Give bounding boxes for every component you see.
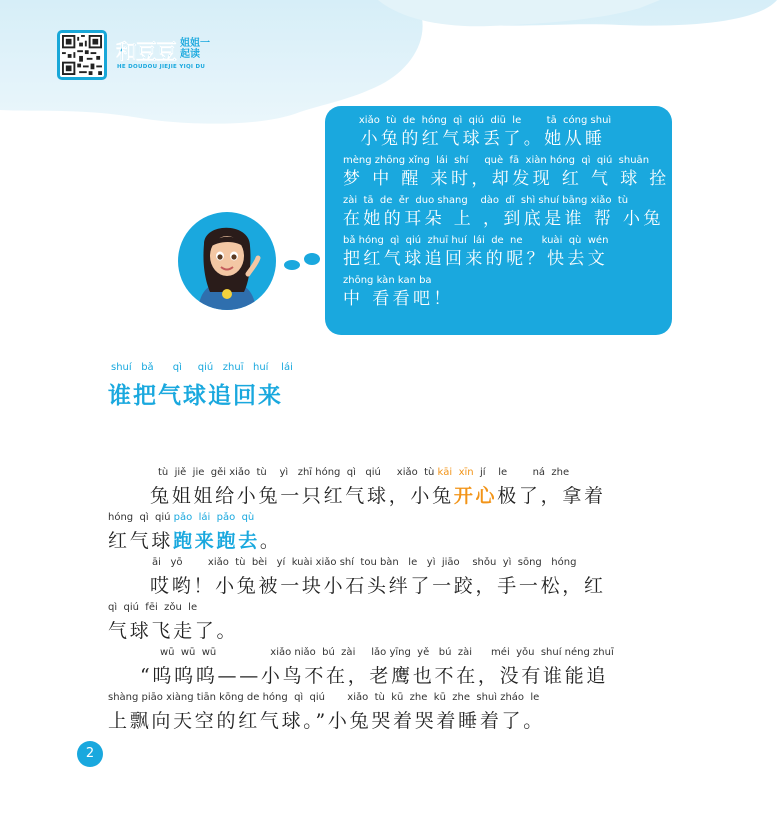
speech-text-block xyxy=(343,114,670,314)
story-body xyxy=(108,467,678,737)
story-line xyxy=(108,557,678,602)
girl-avatar-illustration xyxy=(178,212,276,310)
story-text-line: “呜呜呜——小鸟不在，老鹰也不在，没有谁能追 xyxy=(140,665,609,687)
qr-code[interactable] xyxy=(57,30,107,80)
story-text-line: 红气球跑来跑去。 xyxy=(108,530,282,552)
highlight-word: 开心 xyxy=(453,485,498,507)
story-pinyin-line: āi yō xiǎo tù bèi yí kuài xiǎo shí tou bàn le yì jiāo shǒu yì sōng hóng xyxy=(152,557,577,568)
story-text-line: 气球飞走了。 xyxy=(108,620,239,642)
logo-pinyin: HE DOUDOU JIEJIE YIQI DU xyxy=(117,64,206,70)
story-text-line: 哎哟！小兔被一块小石头绊了一跤，手一松，红 xyxy=(150,575,606,597)
story-pinyin-line: tù jiě jie gěi xiǎo tù yì zhī hóng qì qiú xiǎo tù kāi xīn jí le ná zhe xyxy=(158,467,570,478)
speech-text-line: 梦 中 醒 来时，却发现 红 气 球 拴 xyxy=(343,169,670,189)
highlight-word: 跑来跑去 xyxy=(173,530,260,552)
speech-pinyin-line: zài tā de ěr duo shang dào dǐ shì shuí bāng xiǎo tù xyxy=(343,195,629,206)
speech-bubble xyxy=(325,106,672,335)
page-number-badge: 2 xyxy=(77,741,103,767)
speech-text-line: 中 看看吧！ xyxy=(343,289,454,309)
story-line xyxy=(108,602,678,647)
speech-text-line: 小兔的红气球丢了。她从睡 xyxy=(343,129,606,149)
logo-sub-text: 姐姐一起读 xyxy=(180,38,210,60)
story-line xyxy=(108,467,678,512)
speech-pinyin-line: xiǎo tù de hóng qì qiú diū le tā cóng shuì xyxy=(343,115,612,126)
story-pinyin-line: qì qiú fēi zǒu le xyxy=(108,602,198,613)
story-pinyin-line: wū wū wū xiǎo niǎo bú zài lǎo yīng yě bú zài méi yǒu shuí néng zhuī xyxy=(160,647,614,658)
speech-pinyin-line: zhōng kàn kan ba xyxy=(343,275,432,286)
story-pinyin-line: shàng piāo xiàng tiān kōng de hóng qì qiú xiǎo tù kū zhe kū zhe shuì zháo le xyxy=(108,692,540,703)
brand-logo xyxy=(116,36,236,80)
speech-text-line: 在她的耳朵 上 ，到底是谁 帮 小兔 xyxy=(343,209,664,229)
story-line xyxy=(108,692,678,737)
story-text-line: 兔姐姐给小兔一只红气球，小兔开心极了，拿着 xyxy=(150,485,606,507)
speech-bubble-dots xyxy=(282,250,322,274)
story-pinyin-line: hóng qì qiú pǎo lái pǎo qù xyxy=(108,512,255,523)
speech-pinyin-line: mèng zhōng xǐng lái shí què fā xiàn hóng qì qiú shuān xyxy=(343,155,650,166)
logo-main-text: 和豆豆 xyxy=(116,40,176,64)
qr-code-icon xyxy=(62,35,102,75)
story-line xyxy=(108,512,678,557)
page-title: 谁把气球追回来 xyxy=(108,383,283,409)
title-pinyin: shuí bǎ qì qiú zhuī huí lái xyxy=(111,362,293,373)
story-text-line: 上飘向天空的红气球。”小兔哭着哭着睡着了。 xyxy=(108,710,545,732)
story-line xyxy=(108,647,678,692)
speech-text-line: 把红气球追回来的呢？快去文 xyxy=(343,249,609,269)
speech-pinyin-line: bǎ hóng qì qiú zhuī huí lái de ne kuài qù wén xyxy=(343,235,609,246)
